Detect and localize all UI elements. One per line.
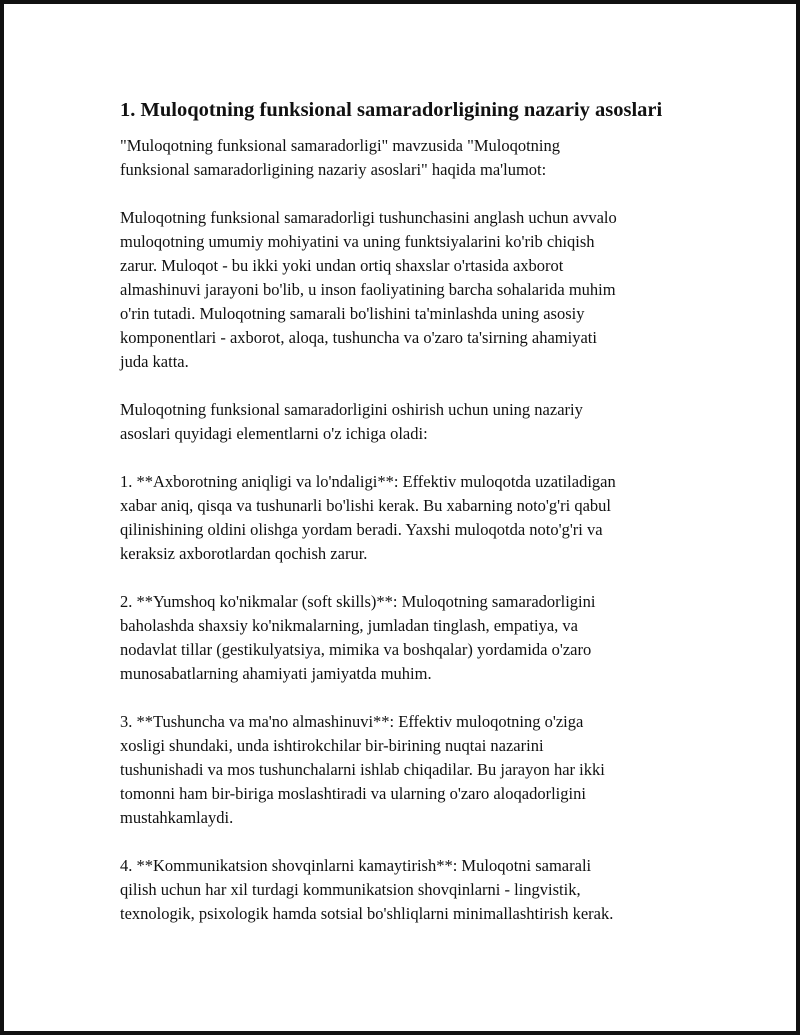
paragraph-line: asoslari quyidagi elementlarni o'z ichiga oladi: — [120, 424, 428, 443]
document-title: 1. Muloqotning funksional samaradorligining nazariy asoslari — [120, 99, 663, 121]
paragraph-list — [120, 134, 700, 926]
paragraph-line: 3. **Tushuncha va ma'no almashinuvi**: Effektiv muloqotning o'ziga — [120, 712, 584, 731]
paragraph-line: 1. **Axborotning aniqligi va lo'ndaligi**: Effektiv muloqotda uzatiladigan — [120, 472, 616, 491]
document-content — [120, 96, 700, 950]
paragraph-line: qilinishining oldini olishga yordam beradi. Yaxshi muloqotda noto'g'ri va — [120, 520, 603, 539]
paragraph-line: o'rin tutadi. Muloqotning samarali bo'lishini ta'minlashda uning asosiy — [120, 304, 585, 323]
paragraph-1 — [120, 134, 700, 182]
paragraph-line: 2. **Yumshoq ko'nikmalar (soft skills)**: Muloqotning samaradorligini — [120, 592, 596, 611]
paragraph-line: munosabatlarning ahamiyati jamiyatda muhim. — [120, 664, 432, 683]
paragraph-line: xabar aniq, qisqa va tushunarli bo'lishi kerak. Bu xabarning noto'g'ri qabul — [120, 496, 611, 515]
paragraph-line: baholashda shaxsiy ko'nikmalarning, jumladan tinglash, empatiya, va — [120, 616, 578, 635]
paragraph-line: keraksiz axborotlardan qochish zarur. — [120, 544, 368, 563]
paragraph-line: funksional samaradorligining nazariy asoslari" haqida ma'lumot: — [120, 160, 547, 179]
paragraph-line: texnologik, psixologik hamda sotsial bo'shliqlarni minimallashtirish kerak. — [120, 904, 614, 923]
paragraph-line: muloqotning umumiy mohiyatini va uning funktsiyalarini ko'rib chiqish — [120, 232, 595, 251]
paragraph-line: mustahkamlaydi. — [120, 808, 234, 827]
paragraph-line: nodavlat tillar (gestikulyatsiya, mimika va boshqalar) yordamida o'zaro — [120, 640, 592, 659]
paragraph-line: almashinuvi jarayoni bo'lib, u inson faoliyatining barcha sohalarida muhim — [120, 280, 616, 299]
paragraph-line: Muloqotning funksional samaradorligini oshirish uchun uning nazariy — [120, 400, 583, 419]
paragraph-line: tomonni ham bir-biriga moslashtiradi va ularning o'zaro aloqadorligini — [120, 784, 586, 803]
paragraph-line: komponentlari - axborot, aloqa, tushuncha va o'zaro ta'sirning ahamiyati — [120, 328, 597, 347]
paragraph-3 — [120, 398, 700, 446]
paragraph-line: "Muloqotning funksional samaradorligi" mavzusida "Muloqotning — [120, 136, 560, 155]
paragraph-line: Muloqotning funksional samaradorligi tushunchasini anglash uchun avvalo — [120, 208, 617, 227]
paragraph-line: zarur. Muloqot - bu ikki yoki undan ortiq shaxslar o'rtasida axborot — [120, 256, 564, 275]
paragraph-line: xosligi shundaki, unda ishtirokchilar bir-birining nuqtai nazarini — [120, 736, 544, 755]
paragraph-4 — [120, 470, 700, 566]
paragraph-2 — [120, 206, 700, 374]
paragraph-line: qilish uchun har xil turdagi kommunikatsion shovqinlarni - lingvistik, — [120, 880, 581, 899]
paragraph-6 — [120, 710, 700, 830]
paragraph-line: 4. **Kommunikatsion shovqinlarni kamaytirish**: Muloqotni samarali — [120, 856, 592, 875]
paragraph-line: juda katta. — [120, 352, 189, 371]
paragraph-7 — [120, 854, 700, 926]
paragraph-line: tushunishadi va mos tushunchalarni ishlab chiqadilar. Bu jarayon har ikki — [120, 760, 605, 779]
paragraph-5 — [120, 590, 700, 686]
